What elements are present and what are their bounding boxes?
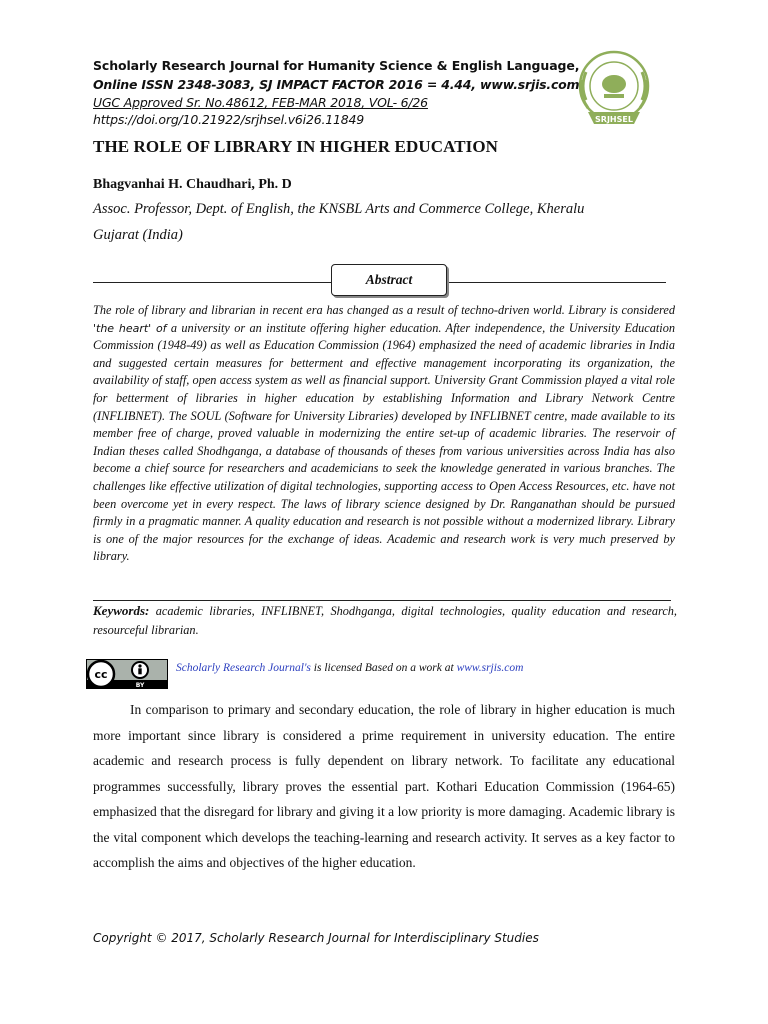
attribution-person-icon [138,664,141,667]
abstract-text-part: The role of library and librarian in recent era has changed as a result of techno-driven world. Library is considered [93,303,675,317]
doi-link[interactable]: https://doi.org/10.21922/srjhsel.v6i26.11849 [93,112,364,127]
issn-line: Online ISSN 2348-3083, SJ IMPACT FACTOR 2016 = 4.44, www.srjis.com [93,77,580,92]
journal-title: Scholarly Research Journal for Humanity Science & English Language, [93,58,580,73]
journal-link[interactable]: Scholarly Research Journal's [176,662,311,674]
by-label: BY [135,682,145,689]
author-location: Gujarat (India) [93,227,183,243]
cc-by-license-badge[interactable] [86,659,168,689]
copyright-footer: Copyright © 2017, Scholarly Research Journal for Interdisciplinary Studies [93,931,539,945]
keywords-label: Keywords: [93,603,150,618]
license-statement [176,662,523,674]
abstract-divider-right [445,282,666,283]
abstract-quote: 'the heart' of [93,321,167,335]
journal-header [93,56,580,128]
paper-title: THE ROLE OF LIBRARY IN HIGHER EDUCATION [93,137,499,156]
cc-icon: cc [94,668,108,681]
ugc-line[interactable]: UGC Approved Sr. No.48612, FEB-MAR 2018, VOL- 6/26 [93,95,428,110]
abstract-heading: Abstract [331,264,447,296]
license-text: is licensed Based on a work at [310,662,457,674]
author-affiliation: Assoc. Professor, Dept. of English, the KNSBL Arts and Commerce College, Kheralu [93,201,585,217]
seal-text: SRJHSEL [595,115,633,124]
site-link[interactable]: www.srjis.com [456,662,524,674]
keywords [93,601,677,640]
abstract-divider-left [93,282,331,283]
abstract-text [93,302,675,566]
abstract-text-part: a university or an institute offering higher education. After independence, the University Education Commission (1948-49) as well as Education Commission (1964) emphasized the need of academic libraries in India and suggested certain measures for betterment and effective management incorporating its organization, the availability of staff, open access system as well as financial support. University Grant Commission played a vital role for betterment of libraries in higher education by establishing Information and Library Network Centre (INFLIBNET). The SOUL (Software for University Libraries) developed by INFLIBNET centre, made available to its member free of charge, proved valuable in modernizing the entire set-up of academic libraries. The reservoir of Indian theses called Shodhganga, a database of thousands of theses from various universities across India has also become a chief source for researchers and academicians to seek the knowledge generated in various branches. The challenges like effective utilization of digital technologies, supporting access to Open Access Resources, etc. have not been overcome yet in every respect. The laws of library science designed by Dr. Ranganathan should be pursued firmly in a pragmatic manner. A quality education and research is not possible without a modernized library. Library is one of the major resources for the exchange of ideas. Academic and research work is very much preserved by library. [93,320,675,564]
keywords-text: academic libraries, INFLIBNET, Shodhganga, digital technologies, quality education and research, resourceful librarian. [93,604,677,637]
author-name: Bhagvanhai H. Chaudhari, Ph. D [93,177,292,192]
journal-seal-logo [568,50,660,128]
body-paragraph: In comparison to primary and secondary education, the role of library in higher education is much more important since library is considered a prime requirement in university education. The entire academic and research process is fully dependent on library network. To facilitate any educational programmes successfully, library proves the essential part. Kothari Education Commission (1964-65) emphasized that the disregard for library and giving it a low priority is more damaging. Academic library is the vital component which develops the teaching-learning and research activity. It serves as a key factor to accomplish the aims and objectives of the higher education. [93,702,675,870]
